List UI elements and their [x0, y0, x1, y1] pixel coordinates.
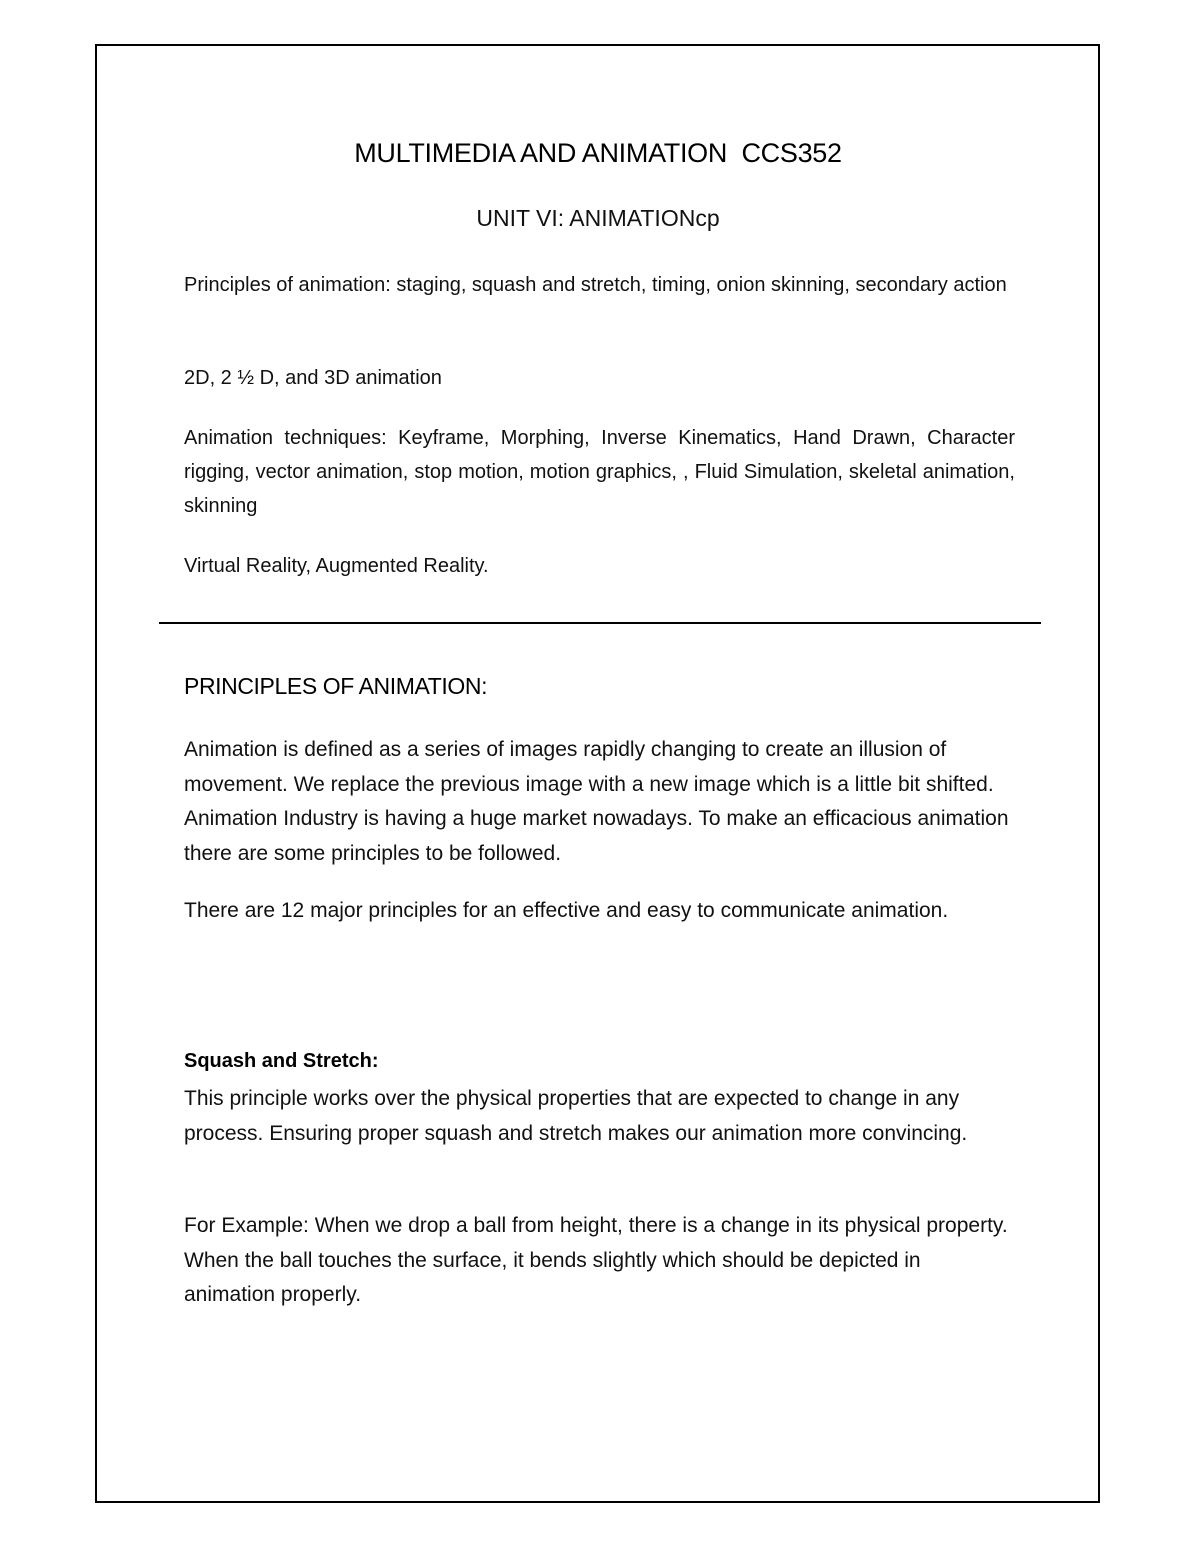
syllabus-principles: Principles of animation: staging, squash and stretch, timing, onion skinning, secondary action — [184, 274, 1007, 296]
intro-paragraph: Animation is defined as a series of images rapidly changing to create an illusion of movement. We replace the previous image with a new image which is a little bit shifted. Animation Industry is having a huge market nowadays. To make an efficacious animation there are some principles to be followed. — [184, 738, 1009, 865]
example-paragraph: For Example: When we drop a ball from height, there is a change in its physical property. When the ball touches the surface, it bends slightly which should be depicted in animation properly. — [184, 1214, 1008, 1306]
section-heading: PRINCIPLES OF ANIMATION: — [184, 673, 488, 699]
principles-count-paragraph: There are 12 major principles for an effective and easy to communicate animation. — [184, 899, 949, 922]
unit-title: UNIT VI: ANIMATIONcp — [476, 205, 720, 231]
section-divider — [159, 622, 1041, 624]
syllabus-dimensions: 2D, 2 ½ D, and 3D animation — [184, 367, 442, 389]
document-title: MULTIMEDIA AND ANIMATION CCS352 — [354, 138, 842, 168]
syllabus-techniques: Animation techniques: Keyframe, Morphing, Inverse Kinematics, Hand Drawn, Character rigging, vector animation, stop motion, motion graphics, , Fluid Simulation, skeletal animation, skinning — [184, 427, 1015, 517]
syllabus-vr-ar: Virtual Reality, Augmented Reality. — [184, 555, 489, 577]
squash-stretch-heading: Squash and Stretch: — [184, 1050, 379, 1072]
squash-stretch-paragraph: This principle works over the physical properties that are expected to change in any process. Ensuring proper squash and stretch makes our animation more convincing. — [184, 1087, 968, 1145]
